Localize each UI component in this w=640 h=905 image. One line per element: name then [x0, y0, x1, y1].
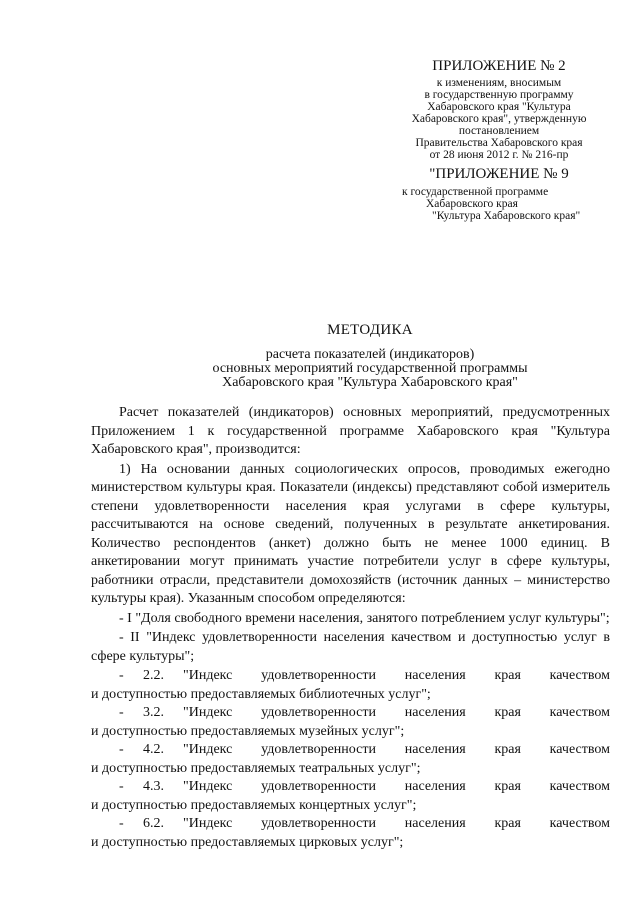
item-number: 4.3. [143, 779, 164, 794]
word: края [494, 705, 521, 720]
word: качеством [549, 668, 610, 683]
word: края [494, 668, 521, 683]
word: края [494, 779, 521, 794]
word: "Индекс [183, 779, 233, 794]
word: населения [404, 668, 466, 683]
word: населения [404, 779, 466, 794]
item-head [183, 778, 610, 797]
item-tail: и доступностью предоставляемых библиотечных услуг"; [91, 686, 431, 702]
appendix-9-title: "ПРИЛОЖЕНИЕ № 9 [429, 166, 569, 182]
indicator-row [91, 778, 610, 797]
word: "Индекс [183, 816, 233, 831]
item-dash: - [119, 705, 124, 720]
word: края [494, 742, 521, 757]
item-dash: - [119, 779, 124, 794]
indicator-row [91, 704, 610, 723]
item-dash: - [119, 668, 124, 683]
appendix-2-line: от 28 июня 2012 г. № 216-пр [429, 149, 569, 161]
indicator-row [91, 815, 610, 834]
word: качеством [549, 816, 610, 831]
item-tail: и доступностью предоставляемых цирковых услуг"; [91, 834, 404, 850]
appendix-2-title: ПРИЛОЖЕНИЕ № 2 [432, 58, 566, 74]
indicator-row [91, 741, 610, 760]
item-tail: и доступностью предоставляемых театральных услуг"; [91, 760, 421, 776]
word: удовлетворенности [261, 742, 376, 757]
appendix-2-line: Хабаровского края", утвержденную [411, 113, 587, 125]
word: населения [404, 816, 466, 831]
item-head [183, 667, 610, 686]
word: качеством [549, 705, 610, 720]
intro-paragraph: Расчет показателей (индикаторов) основных мероприятий, предусмотренных Приложением 1 к государственной программе Хабаровского края "Культура Хабаровского края", производится: [91, 405, 610, 457]
appendix-2-line: в государственную программу [424, 89, 574, 101]
method-paragraph-1: 1) На основании данных социологических опросов, проводимых ежегодно министерством культуры края. Показатели (индексы) представляют собой измеритель степени удовлетворенности населения края услугами в сфере культуры, рассчитываются на основе сведений, полученных в результате анкетирования. Количество респондентов (анкет) должно быть не менее 1000 единиц. В анкетировании могут принимать участие потребители услуг в сфере культуры, работники отрасли, представители домохозяйств (источник данных – министерство культуры края). Указанным способом определяются: [91, 461, 610, 606]
word: населения [404, 742, 466, 757]
appendix-2-line: Хабаровского края "Культура [427, 101, 571, 113]
word: края [494, 816, 521, 831]
subtitle-line: основных мероприятий государственной программы [212, 361, 528, 376]
item-head [183, 741, 610, 760]
item-number: 3.2. [143, 705, 164, 720]
word: удовлетворенности [261, 816, 376, 831]
item-head [183, 704, 610, 723]
item-number: 4.2. [143, 742, 164, 757]
item-tail: и доступностью предоставляемых концертных услуг"; [91, 797, 417, 813]
word: удовлетворенности [261, 668, 376, 683]
item-dash: - [119, 816, 124, 831]
appendix-2-line: Правительства Хабаровского края [415, 137, 583, 149]
item-number: 2.2. [143, 668, 164, 683]
appendix-9-line: к государственной программе [402, 186, 549, 198]
word: "Индекс [183, 668, 233, 683]
word: удовлетворенности [261, 779, 376, 794]
appendix-2-line: к изменениям, вносимым [436, 77, 562, 89]
item-head [183, 815, 610, 834]
word: качеством [549, 779, 610, 794]
document-subtitle [140, 348, 600, 390]
word: "Индекс [183, 742, 233, 757]
item-number: 6.2. [143, 816, 164, 831]
indicator-item-I: - I "Доля свободного времени населения, занятого потреблением услуг культуры"; [119, 610, 610, 626]
word: качеством [549, 742, 610, 757]
appendix-9-header [390, 166, 608, 222]
subtitle-line: Хабаровского края "Культура Хабаровского края" [222, 375, 518, 390]
item-tail: и доступностью предоставляемых музейных услуг"; [91, 723, 405, 739]
appendix-9-line: "Культура Хабаровского края" [432, 210, 581, 222]
word: удовлетворенности [261, 705, 376, 720]
subtitle-line: расчета показателей (индикаторов) [265, 347, 475, 362]
appendix-2-line: постановлением [458, 125, 540, 137]
appendix-2-header [390, 58, 608, 161]
word: "Индекс [183, 705, 233, 720]
document-body [91, 404, 610, 852]
item-dash: - [119, 742, 124, 757]
word: населения [404, 705, 466, 720]
appendix-9-line: Хабаровского края [426, 198, 518, 210]
indicator-list [91, 667, 610, 852]
document-title: МЕТОДИКА [327, 322, 413, 338]
indicator-row [91, 667, 610, 686]
indicator-item-II: - II "Индекс удовлетворенности населения качеством и доступностью услуг в сфере культуры"; [91, 630, 610, 664]
